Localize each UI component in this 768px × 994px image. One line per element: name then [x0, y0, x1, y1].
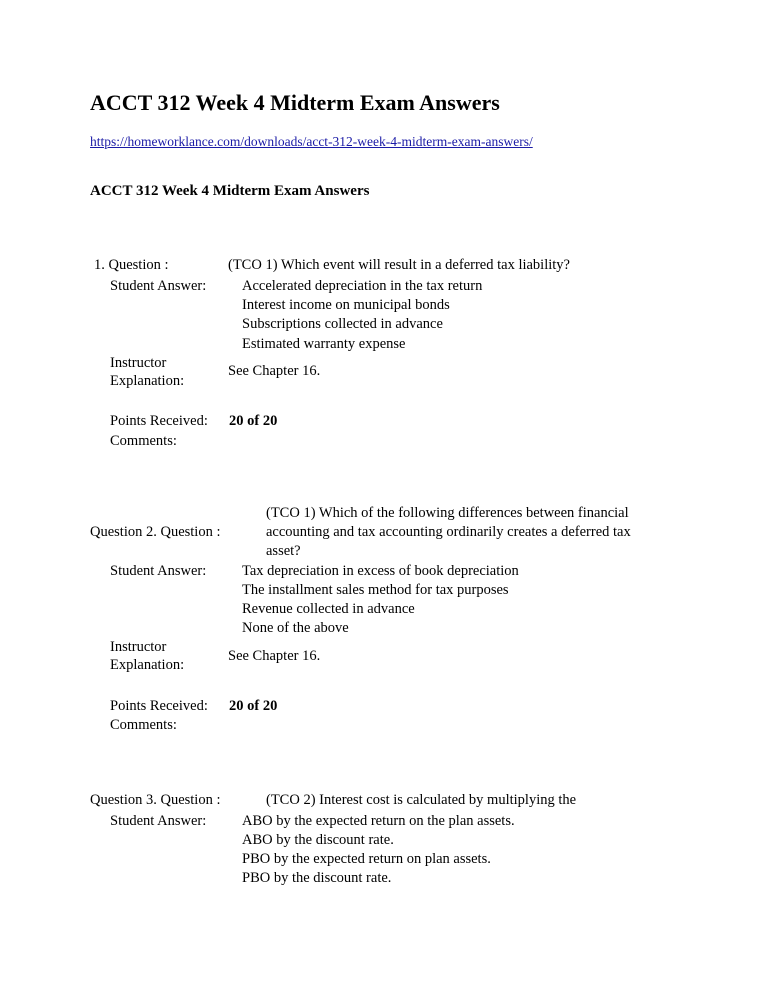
explanation-text: See Chapter 16.: [228, 363, 321, 379]
answer-option: None of the above: [242, 620, 349, 636]
answer-option: Subscriptions collected in advance: [242, 316, 443, 332]
comments-label: Comments:: [110, 433, 177, 449]
question-text: (TCO 1) Which event will result in a deferred tax liability?: [228, 257, 570, 273]
question-label: Question 3. Question :: [90, 792, 221, 808]
question-text: (TCO 1) Which of the following differences between financial accounting and tax accounting ordinarily creates a deferred tax asset?: [266, 505, 631, 559]
points-value: 20 of 20: [229, 698, 278, 714]
points-received-label: Points Received:: [110, 698, 208, 714]
answer-option: Accelerated depreciation in the tax return: [242, 278, 483, 294]
answer-option: Estimated warranty expense: [242, 336, 406, 352]
answer-option: PBO by the discount rate.: [242, 870, 392, 886]
student-answer-label: Student Answer:: [110, 813, 207, 829]
points-received-label: Points Received:: [110, 413, 208, 429]
answer-option: The installment sales method for tax purposes: [242, 582, 509, 598]
answer-option: ABO by the expected return on the plan assets.: [242, 813, 515, 829]
instructor-label-line2: Explanation:: [110, 373, 185, 389]
answer-option: ABO by the discount rate.: [242, 832, 394, 848]
section-heading: ACCT 312 Week 4 Midterm Exam Answers: [90, 183, 370, 199]
student-answer-label: Student Answer:: [110, 278, 207, 294]
answer-option: PBO by the expected return on plan assets.: [242, 851, 491, 867]
points-value: 20 of 20: [229, 413, 278, 429]
instructor-label-line2: Explanation:: [110, 657, 185, 673]
answer-option: Revenue collected in advance: [242, 601, 415, 617]
answer-option: Tax depreciation in excess of book depreciation: [242, 563, 519, 579]
question-label: Question 2. Question :: [90, 524, 221, 540]
student-answer-label: Student Answer:: [110, 563, 207, 579]
question-text: (TCO 2) Interest cost is calculated by multiplying the: [266, 792, 577, 808]
download-link[interactable]: https://homeworklance.com/downloads/acct-312-week-4-midterm-exam-answers/: [90, 134, 533, 149]
comments-label: Comments:: [110, 717, 177, 733]
instructor-label-line1: Instructor: [110, 355, 167, 371]
question-label: 1. Question :: [94, 257, 169, 273]
page-title: ACCT 312 Week 4 Midterm Exam Answers: [90, 90, 500, 115]
answer-option: Interest income on municipal bonds: [242, 297, 450, 313]
explanation-text: See Chapter 16.: [228, 648, 321, 664]
instructor-label-line1: Instructor: [110, 639, 167, 655]
